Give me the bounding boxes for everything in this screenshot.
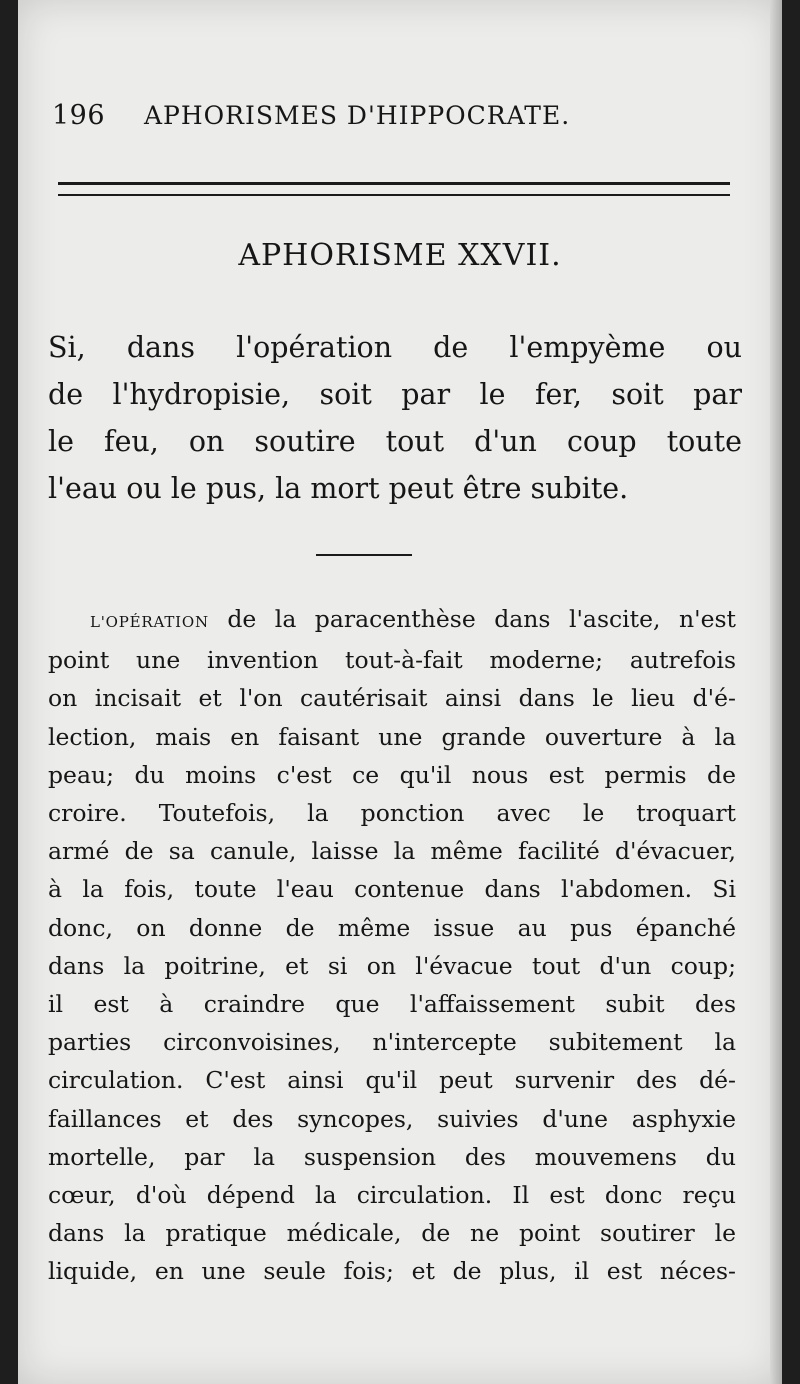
commentary-line: point une invention tout-à-fait moderne; autrefois <box>48 646 736 675</box>
commentary-line: lection, mais en faisant une grande ouverture à la <box>48 722 736 751</box>
running-head-title: APHORISMES D'HIPPOCRATE. <box>144 101 571 130</box>
commentary-line: dans la poitrine, et si on l'évacue tout d'un coup; <box>48 951 736 980</box>
aphorism-title: APHORISME XXVII. <box>238 238 562 273</box>
aphorism-line: l'eau ou le pus, la mort peut être subite. <box>48 472 629 505</box>
aphorism-line: de l'hydropisie, soit par le fer, soit par <box>48 378 742 411</box>
commentary-line: croire. Toutefois, la ponction avec le troquart <box>48 799 736 828</box>
commentary-line <box>48 600 736 641</box>
commentary-line: armé de sa canule, laisse la même facilité d'évacuer, <box>48 837 736 866</box>
running-head <box>52 100 722 140</box>
header-double-rule <box>58 182 730 196</box>
commentary-line: cœur, d'où dépend la circulation. Il est donc reçu <box>48 1181 736 1210</box>
section-divider <box>316 554 412 556</box>
page-number: 196 <box>52 100 106 131</box>
aphorism-text <box>48 324 742 512</box>
commentary-text <box>48 600 736 1291</box>
commentary-line: donc, on donne de même issue au pus épanché <box>48 913 736 942</box>
commentary-line: liquide, en une seule fois; et de plus, il est néces- <box>48 1257 736 1286</box>
commentary-line: circulation. C'est ainsi qu'il peut survenir des dé- <box>48 1066 736 1095</box>
commentary-line: il est à craindre que l'affaissement subit des <box>48 990 736 1019</box>
page-edge <box>770 0 782 1384</box>
commentary-line: dans la pratique médicale, de ne point soutirer le <box>48 1219 736 1248</box>
commentary-first-line-rest: de la paracenthèse dans l'ascite, n'est <box>208 605 736 633</box>
book-page <box>18 0 782 1384</box>
aphorism-line: le feu, on soutire tout d'un coup toute <box>48 425 742 458</box>
aphorism-line: Si, dans l'opération de l'empyème ou <box>48 331 742 364</box>
commentary-line: on incisait et l'on cautérisait ainsi dans le lieu d'é- <box>48 684 736 713</box>
commentary-line: à la fois, toute l'eau contenue dans l'abdomen. Si <box>48 875 736 904</box>
commentary-line: parties circonvoisines, n'intercepte subitement la <box>48 1028 736 1057</box>
commentary-line: peau; du moins c'est ce qu'il nous est permis de <box>48 760 736 789</box>
commentary-line: mortelle, par la suspension des mouvemens du <box>48 1142 736 1171</box>
commentary-line: faillances et des syncopes, suivies d'une asphyxie <box>48 1104 736 1133</box>
commentary-first-word: L'OPÉRATION <box>90 613 209 631</box>
